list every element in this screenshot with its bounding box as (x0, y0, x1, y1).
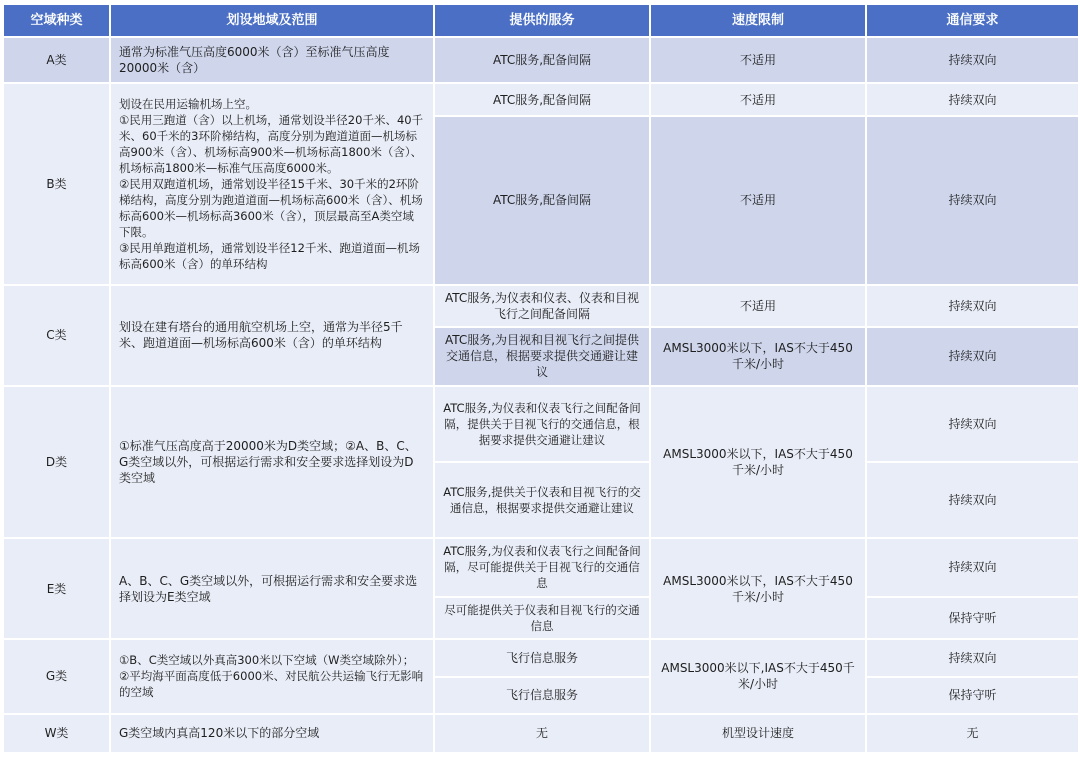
airspace-classification-table (2, 3, 1080, 754)
scope-cell: ①标准气压高度高于20000米为D类空域；②A、B、C、G类空域以外，可根据运行需求和安全要求选择划设为D类空域 (110, 386, 434, 538)
table-row (3, 285, 1079, 327)
scope-cell: 划设在民用运输机场上空。 ①民用三跑道（含）以上机场，通常划设半径20千米、40千米、60千米的3环阶梯结构，高度分别为跑道道面—机场标高900米（含）、机场标高900米—机场标高1800米（含）、机场标高1800米—标准气压高度6000米。 ②民用双跑道机场，通常划设半径15千米、30千米的2环阶梯结构，高度分别为跑道道面—机场标高600米（含）、机场标高600米—机场标高3600米（含），顶层最高至A类空域下限。 ③民用单跑道机场，通常划设半径12千米、跑道道面—机场标高600米（含）的单环结构 (110, 83, 434, 285)
comm-cell: 持续双向 (866, 639, 1079, 677)
service-cell: ATC服务,为仪表和仪表飞行之间配备间隔，提供关于目视飞行的交通信息，根据要求提供交通避让建议 (434, 386, 650, 462)
service-cell: ATC服务,配备间隔 (434, 37, 650, 83)
class-cell: A类 (3, 37, 110, 83)
table-row (3, 83, 1079, 116)
service-cell: ATC服务,为仪表和仪表、仪表和目视飞行之间配备间隔 (434, 285, 650, 327)
speed-cell: AMSL3000米以下，IAS不大于450千米/小时 (650, 327, 866, 386)
comm-cell: 持续双向 (866, 386, 1079, 462)
comm-cell: 持续双向 (866, 83, 1079, 116)
scope-cell: A、B、C、G类空域以外，可根据运行需求和安全要求选择划设为E类空域 (110, 538, 434, 638)
service-cell: ATC服务,为仪表和仪表飞行之间配备间隔，尽可能提供关于目视飞行的交通信息 (434, 538, 650, 596)
table-row (3, 639, 1079, 677)
scope-cell: 通常为标准气压高度6000米（含）至标准气压高度20000米（含） (110, 37, 434, 83)
comm-cell: 保持守听 (866, 597, 1079, 639)
header-class: 空域种类 (3, 4, 110, 37)
class-cell: D类 (3, 386, 110, 538)
speed-cell: AMSL3000米以下，IAS不大于450千米/小时 (650, 538, 866, 638)
service-cell: ATC服务,配备间隔 (434, 116, 650, 284)
speed-cell: AMSL3000米以下,IAS不大于450千米/小时 (650, 639, 866, 714)
service-cell: ATC服务,提供关于仪表和目视飞行的交通信息，根据要求提供交通避让建议 (434, 462, 650, 538)
comm-cell: 持续双向 (866, 116, 1079, 284)
header-scope: 划设地域及范围 (110, 4, 434, 37)
class-cell: E类 (3, 538, 110, 638)
speed-cell: 不适用 (650, 116, 866, 284)
service-cell: 无 (434, 714, 650, 753)
comm-cell: 持续双向 (866, 37, 1079, 83)
service-cell: 飞行信息服务 (434, 677, 650, 714)
speed-cell: 不适用 (650, 37, 866, 83)
comm-cell: 持续双向 (866, 462, 1079, 538)
service-cell: 尽可能提供关于仪表和目视飞行的交通信息 (434, 597, 650, 639)
speed-cell: AMSL3000米以下，IAS不大于450千米/小时 (650, 386, 866, 538)
comm-cell: 持续双向 (866, 327, 1079, 386)
comm-cell: 无 (866, 714, 1079, 753)
comm-cell: 持续双向 (866, 285, 1079, 327)
class-cell: G类 (3, 639, 110, 714)
header-speed: 速度限制 (650, 4, 866, 37)
table-row (3, 386, 1079, 462)
scope-cell: G类空域内真高120米以下的部分空域 (110, 714, 434, 753)
class-cell: C类 (3, 285, 110, 386)
table-row (3, 714, 1079, 753)
table-row (3, 538, 1079, 596)
header-row (3, 4, 1079, 37)
class-cell: W类 (3, 714, 110, 753)
speed-cell: 机型设计速度 (650, 714, 866, 753)
service-cell: ATC服务,配备间隔 (434, 83, 650, 116)
class-cell: B类 (3, 83, 110, 285)
speed-cell: 不适用 (650, 83, 866, 116)
comm-cell: 保持守听 (866, 677, 1079, 714)
scope-cell: 划设在建有塔台的通用航空机场上空，通常为半径5千米、跑道道面—机场标高600米（含）的单环结构 (110, 285, 434, 386)
service-cell: 飞行信息服务 (434, 639, 650, 677)
header-comm: 通信要求 (866, 4, 1079, 37)
header-service: 提供的服务 (434, 4, 650, 37)
table-row (3, 37, 1079, 83)
scope-cell: ①B、C类空域以外真高300米以下空域（W类空域除外）； ②平均海平面高度低于6000米、对民航公共运输飞行无影响的空域 (110, 639, 434, 714)
comm-cell: 持续双向 (866, 538, 1079, 596)
speed-cell: 不适用 (650, 285, 866, 327)
service-cell: ATC服务,为目视和目视飞行之间提供交通信息，根据要求提供交通避让建议 (434, 327, 650, 386)
